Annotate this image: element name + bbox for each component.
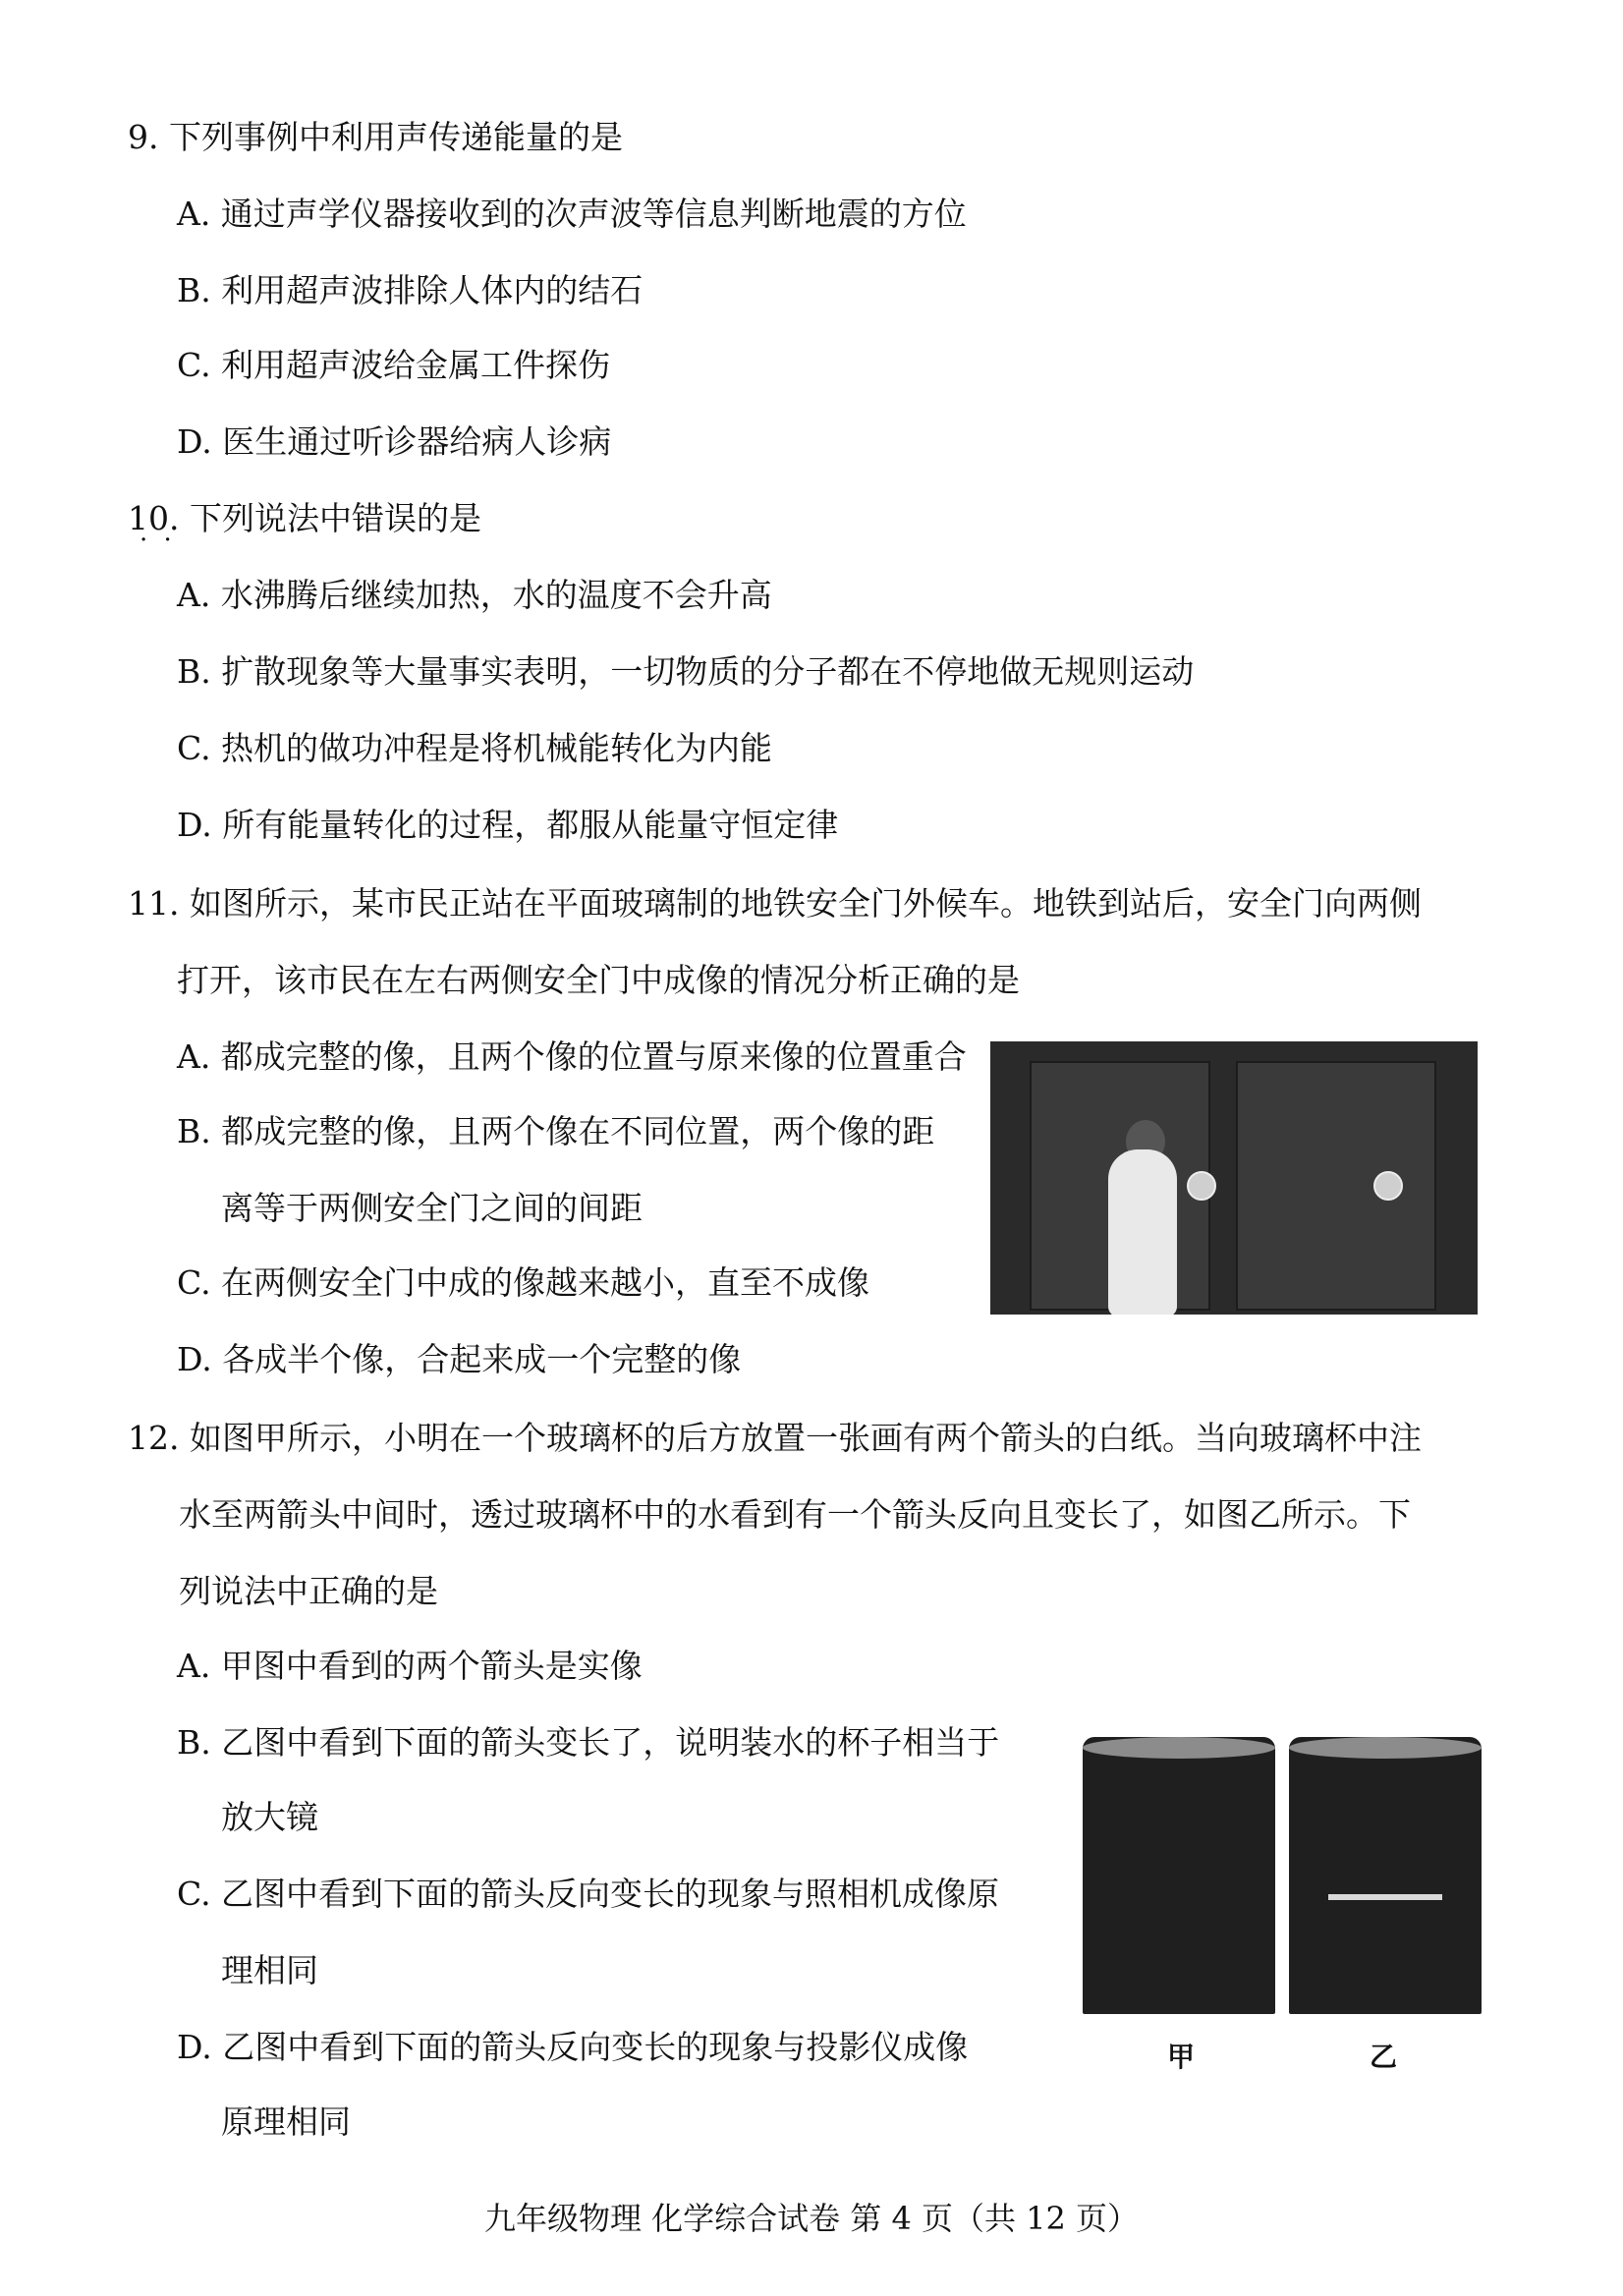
emphasis-mark: 10. 下列说法中错误的是 · ·	[128, 499, 481, 537]
question-12-option-d-cont: 原理相同	[221, 2102, 351, 2141]
question-11-option-d: D. 各成半个像，合起来成一个完整的像	[177, 1340, 742, 1378]
cup-rim	[1083, 1737, 1275, 1759]
question-11-option-c: C. 在两侧安全门中成的像越来越小，直至不成像	[177, 1263, 870, 1302]
question-11-stem-line-1: 11. 如图所示，某市民正站在平面玻璃制的地铁安全门外候车。地铁到站后，安全门向两侧	[128, 884, 1422, 923]
question-12-option-c-cont: 理相同	[221, 1951, 318, 1989]
cup-label-jia: 甲	[1167, 2041, 1196, 2073]
question-12-stem-line-2: 水至两箭头中间时，透过玻璃杯中的水看到有一个箭头反向且变长了，如图乙所示。下	[179, 1495, 1411, 1534]
question-12-option-b: B. 乙图中看到下面的箭头变长了，说明装水的杯子相当于	[177, 1723, 1000, 1762]
question-9-option-a: A. 通过声学仪器接收到的次声波等信息判断地震的方位	[177, 195, 967, 233]
question-10-option-c: C. 热机的做功冲程是将机械能转化为内能	[177, 729, 773, 767]
door-sign-right	[1373, 1171, 1403, 1201]
question-11-option-b: B. 都成完整的像，且两个像在不同位置，两个像的距	[177, 1112, 935, 1150]
door-sign-left	[1187, 1171, 1216, 1201]
right-door	[1236, 1061, 1436, 1311]
question-10-stem	[128, 497, 481, 540]
metro-door-photo	[990, 1041, 1478, 1315]
question-9-option-c: C. 利用超声波给金属工件探伤	[177, 346, 611, 384]
question-12-option-b-cont: 放大镜	[221, 1798, 318, 1836]
question-11-option-b-cont: 离等于两侧安全门之间的间距	[221, 1189, 643, 1227]
question-12-stem-line-3: 列说法中正确的是	[179, 1572, 438, 1610]
question-11-stem-line-2: 打开，该市民在左右两侧安全门中成像的情况分析正确的是	[177, 961, 1020, 999]
cup-rim	[1289, 1737, 1482, 1759]
cup-photo-yi	[1289, 1737, 1482, 2014]
question-10-option-b: B. 扩散现象等大量事实表明，一切物质的分子都在不停地做无规则运动	[177, 652, 1195, 691]
page-footer: 九年级物理 化学综合试卷 第 4 页（共 12 页）	[483, 2200, 1140, 2237]
question-12-option-c: C. 乙图中看到下面的箭头反向变长的现象与照相机成像原	[177, 1875, 1000, 1913]
question-12-option-a: A. 甲图中看到的两个箭头是实像	[177, 1647, 643, 1685]
question-9-option-d: D. 医生通过听诊器给病人诊病	[177, 422, 612, 461]
question-11-option-a: A. 都成完整的像，且两个像的位置与原来像的位置重合	[177, 1037, 967, 1076]
question-10-option-a: A. 水沸腾后继续加热，水的温度不会升高	[177, 576, 772, 614]
cup-photo-jia	[1083, 1737, 1275, 2014]
question-10-option-d: D. 所有能量转化的过程，都服从能量守恒定律	[177, 806, 839, 844]
person-figure	[1108, 1149, 1177, 1315]
question-12-option-d: D. 乙图中看到下面的箭头反向变长的现象与投影仪成像	[177, 2028, 969, 2066]
question-9-stem: 9. 下列事例中利用声传递能量的是	[128, 118, 623, 156]
arrow-image	[1328, 1894, 1442, 1900]
cup-label-yi: 乙	[1370, 2041, 1398, 2073]
question-12-stem-line-1: 12. 如图甲所示，小明在一个玻璃杯的后方放置一张画有两个箭头的白纸。当向玻璃杯中注	[128, 1419, 1422, 1457]
question-9-option-b: B. 利用超声波排除人体内的结石	[177, 271, 644, 309]
